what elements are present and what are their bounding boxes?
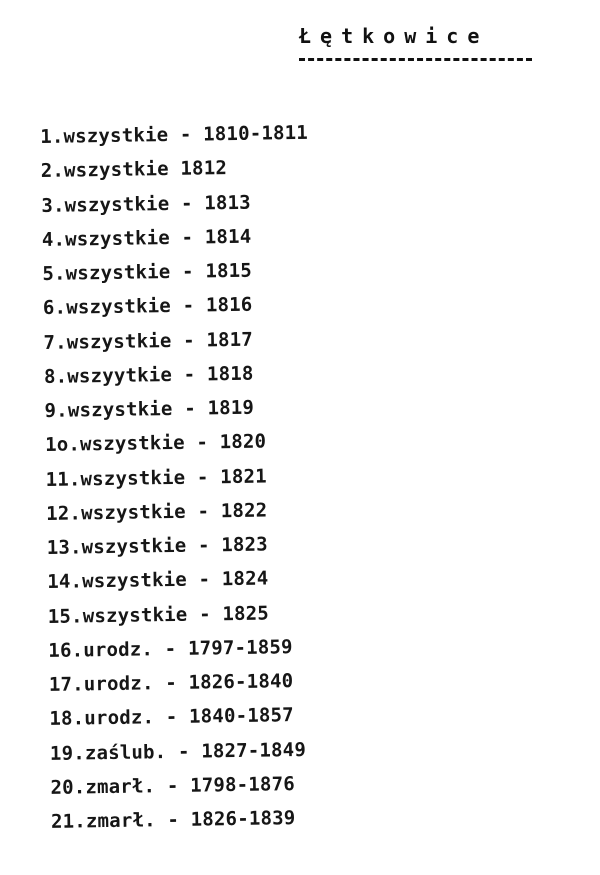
list-item: 4.wszystkie - 1814 (41, 225, 252, 251)
list-item: 3.wszystkie - 1813 (41, 191, 252, 217)
list-item: 7.wszystkie - 1817 (43, 328, 254, 354)
list-item: 2.wszystkie 1812 (40, 157, 228, 183)
list-item: 13.wszystkie - 1823 (46, 533, 269, 559)
list-item: 12.wszystkie - 1822 (46, 499, 268, 525)
list-item: 19.zaślub. - 1827-1849 (49, 738, 307, 765)
list-item: 5.wszystkie - 1815 (42, 259, 253, 285)
title-dashed-underline (299, 58, 532, 61)
list-item: 9.wszystkie - 1819 (44, 396, 255, 422)
page-title: Łętkowice (299, 24, 489, 48)
register-list (40, 112, 571, 839)
list-item: 17.urodz. - 1826-1840 (48, 670, 294, 696)
list-item: 18.urodz. - 1840-1857 (49, 704, 294, 731)
list-item: 16.urodz. - 1797-1859 (48, 635, 293, 662)
list-item: 15.wszystkie - 1825 (47, 601, 270, 628)
list-item: 14.wszystkie - 1824 (47, 567, 269, 594)
list-item: 11.wszystkie - 1821 (45, 464, 267, 491)
list-item: 6.wszystkie - 1816 (42, 293, 253, 320)
list-item: 20.zmarł. - 1798-1876 (50, 772, 296, 799)
list-item: 1.wszystkie - 1810-1811 (40, 121, 309, 148)
list-item: 21.zmarł. - 1826-1839 (50, 807, 296, 833)
list-item: 1o.wszystkie - 1820 (44, 430, 267, 457)
list-item: 8.wszyytkie - 1818 (43, 362, 254, 388)
